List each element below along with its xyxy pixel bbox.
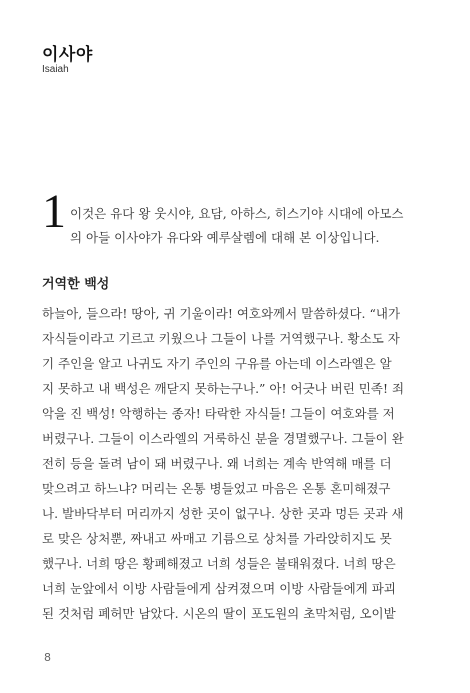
book-subtitle: Isaiah	[42, 64, 69, 75]
text-line: 기 주인을 알고 나귀도 자기 주인의 구유를 아는데 이스라엘은 알	[42, 356, 392, 371]
text-line: 맞으려고 하느냐? 머리는 온통 병들었고 마음은 온통 혼미해졌구	[42, 481, 391, 496]
text-line: 자식들이라고 기르고 키웠으나 그들이 나를 거역했구나. 황소도 자	[42, 331, 400, 346]
text-line: 전히 등을 돌려 남이 돼 버렸구나. 왜 너희는 계속 반역해 매를 더	[42, 456, 392, 471]
intro-line: 이것은 유다 왕 웃시야, 요담, 아하스, 히스기야 시대에 아모스	[70, 206, 404, 221]
text-line: 나. 발바닥부터 머리까지 성한 곳이 없구나. 상한 곳과 멍든 곳과 새	[42, 506, 404, 521]
intro-line: 의 아들 이사야가 유다와 예루살렘에 대해 본 이상입니다.	[70, 230, 380, 245]
chapter-number: 1	[42, 185, 66, 238]
text-line: 했구나. 너희 땅은 황폐해졌고 너희 성들은 불태워졌다. 너희 땅은	[42, 556, 396, 571]
page-number: 8	[44, 651, 51, 664]
text-line: 버렸구나. 그들이 이스라엘의 거룩하신 분을 경멸했구나. 그들이 완	[42, 431, 404, 446]
text-line: 로 맞은 상처뿐, 짜내고 싸매고 기름으로 상처를 가라앉히지도 못	[42, 531, 392, 546]
text-line: 너희 눈앞에서 이방 사람들에게 삼켜졌으며 이방 사람들에게 파괴	[42, 581, 396, 596]
text-line: 하늘아, 들으라! 땅아, 귀 기울이라! 여호와께서 말씀하셨다. “내가	[42, 306, 401, 321]
text-line: 지 못하고 내 백성은 깨닫지 못하는구나.” 아! 어긋나 버린 민족! 죄	[42, 381, 405, 396]
text-line: 악을 진 백성! 악행하는 종자! 타락한 자식들! 그들이 여호와를 저	[42, 406, 395, 421]
chapter-intro	[70, 202, 430, 250]
text-line: 된 것처럼 폐허만 남았다. 시온의 딸이 포도원의 초막처럼, 오이밭	[42, 606, 396, 621]
body-paragraph	[42, 301, 432, 626]
book-title: 이사야	[42, 45, 93, 65]
section-heading: 거역한 백성	[42, 277, 110, 292]
